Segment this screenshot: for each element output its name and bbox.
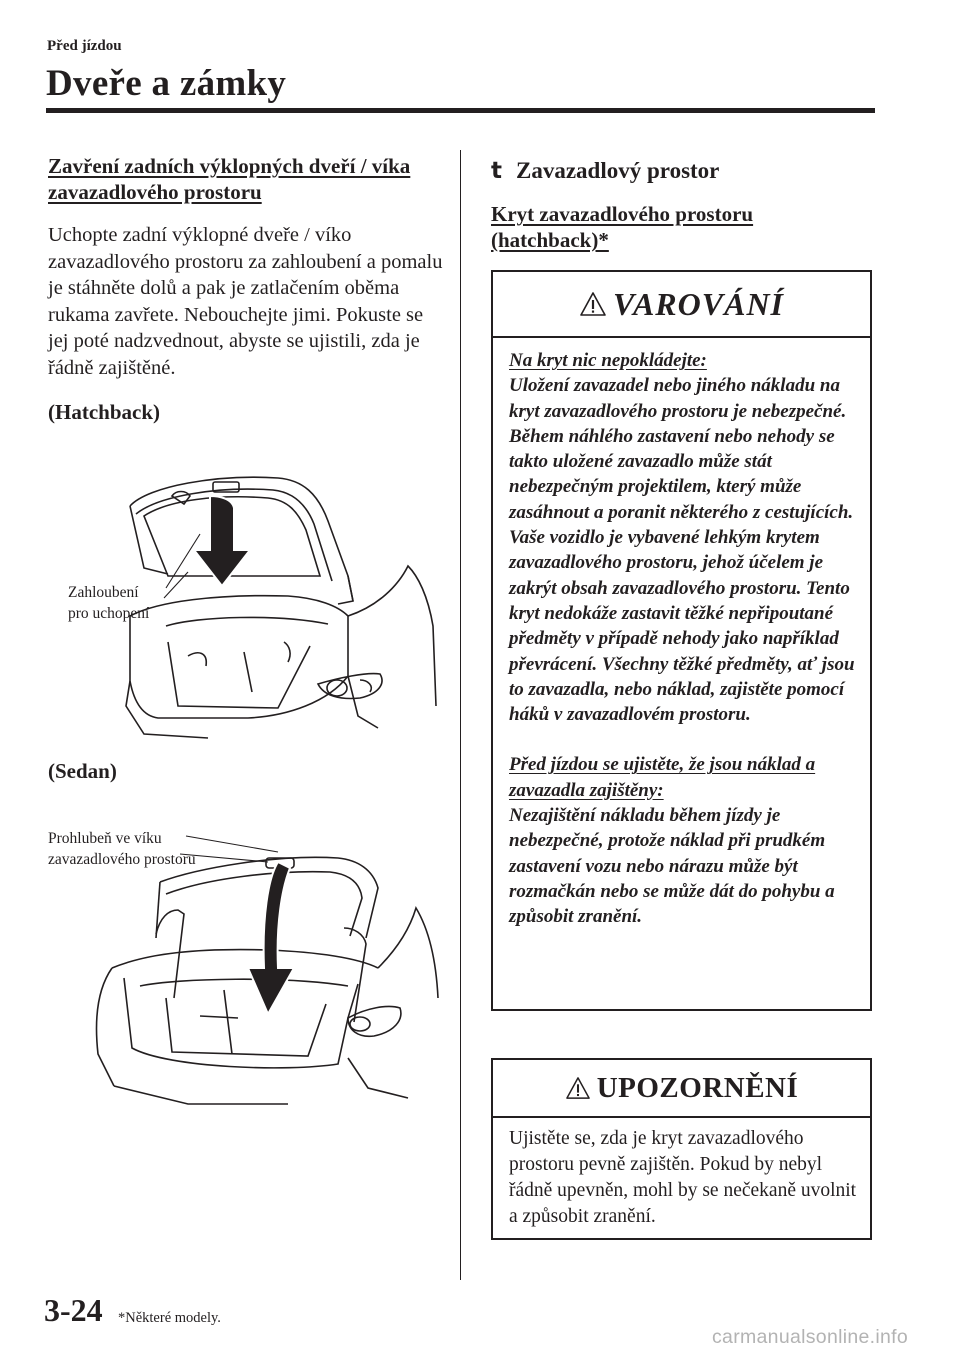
warning-p1-title: Na kryt nic nepokládejte: <box>509 350 707 371</box>
hatchback-label: (Hatchback) <box>48 400 160 424</box>
warning-triangle-icon <box>579 291 607 317</box>
footnote: *Některé modely. <box>118 1310 221 1326</box>
closing-instructions: Uchopte zadní výklopné dveře / víko zavazadlového prostoru za zahloubení a pomalu je stáhněte dolů a pak je zatlačením oběma rukama zavřete. Nebouchejte jimi. Pokuste se jej poté nadzvednout, abyste se ujistili, zda je řádně zajištěné. <box>48 224 443 379</box>
luggage-heading-text: Zavazadlový prostor <box>516 158 720 183</box>
warning-p1-text: Uložení zavazadel nebo jiného nákladu na kryt zavazadlového prostoru je nebezpečné. Během náhlého zastavení nebo nehody se takto uložené zavazadlo může stát nebezpečným projektilem, který může zasáhnout a poranit některého z cestujících. Vaše vozidlo je vybavené lehkým krytem zavazadlového prostoru, jehož účelem je zakrýt obsah zavazadlového prostoru. Tento kryt nedokáže zastavit těžké nepřipoutané předměty v případě nehody jako například převrácení. Všechny těžké předměty, ať jsou to zavazadla, nebo náklad, zajistěte pomocí háků v zavazadlovém prostoru. <box>509 375 855 726</box>
hatchback-caption-line2: pro uchopení <box>68 605 150 622</box>
warning-p2-text: Nezajištění nákladu během jízdy je nebezpečné, protože náklad při prudkém zastavení vozu nebo nárazu může být rozmačkán nebo se může dát do pohybu a způsobit zranění. <box>509 805 835 928</box>
chapter-title: Dveře a zámky <box>46 63 287 104</box>
caution-box <box>491 1058 872 1240</box>
column-divider <box>460 150 461 1280</box>
close-direction-arrow-icon <box>224 858 304 1018</box>
warning-box <box>491 270 872 1011</box>
caution-header <box>493 1060 870 1118</box>
sedan-caption-line2: zavazadlového prostoru <box>48 851 196 868</box>
hatchback-illustration <box>48 466 440 740</box>
section-header: Před jízdou <box>47 38 122 54</box>
sedan-label: (Sedan) <box>48 759 117 783</box>
caution-text: Ujistěte se, zda je kryt zavazadlového prostoru pevně zajištěn. Pokud by nebyl řádně upevněn, mohl by se nečekaně uvolnit a způsobit zranění. <box>509 1128 857 1227</box>
warning-triangle-icon <box>565 1076 591 1100</box>
warning-header <box>493 272 870 338</box>
hatchback-caption-line1: Zahloubení <box>68 584 139 601</box>
close-direction-arrow-icon <box>188 492 258 590</box>
closing-section-heading: Zavření zadních výklopných dveří / víka zavazadlového prostoru <box>48 154 411 204</box>
luggage-section-heading <box>491 158 719 184</box>
section-bullet: t <box>491 158 502 184</box>
watermark: carmanualsonline.info <box>712 1326 908 1348</box>
caution-title: UPOZORNĚNÍ <box>596 1071 799 1104</box>
sedan-caption-line1: Prohlubeň ve víku <box>48 830 162 847</box>
page-number: 3-24 <box>44 1292 103 1328</box>
sedan-illustration <box>48 818 440 1110</box>
cargo-cover-subheading: Kryt zavazadlového prostoru (hatchback)* <box>491 202 754 252</box>
warning-title: VAROVÁNÍ <box>612 285 784 322</box>
warning-p2-title: Před jízdou se ujistěte, že jsou náklad a zavazadla zajištěny: <box>509 754 816 801</box>
warning-body <box>493 338 870 930</box>
header-rule <box>46 108 875 113</box>
